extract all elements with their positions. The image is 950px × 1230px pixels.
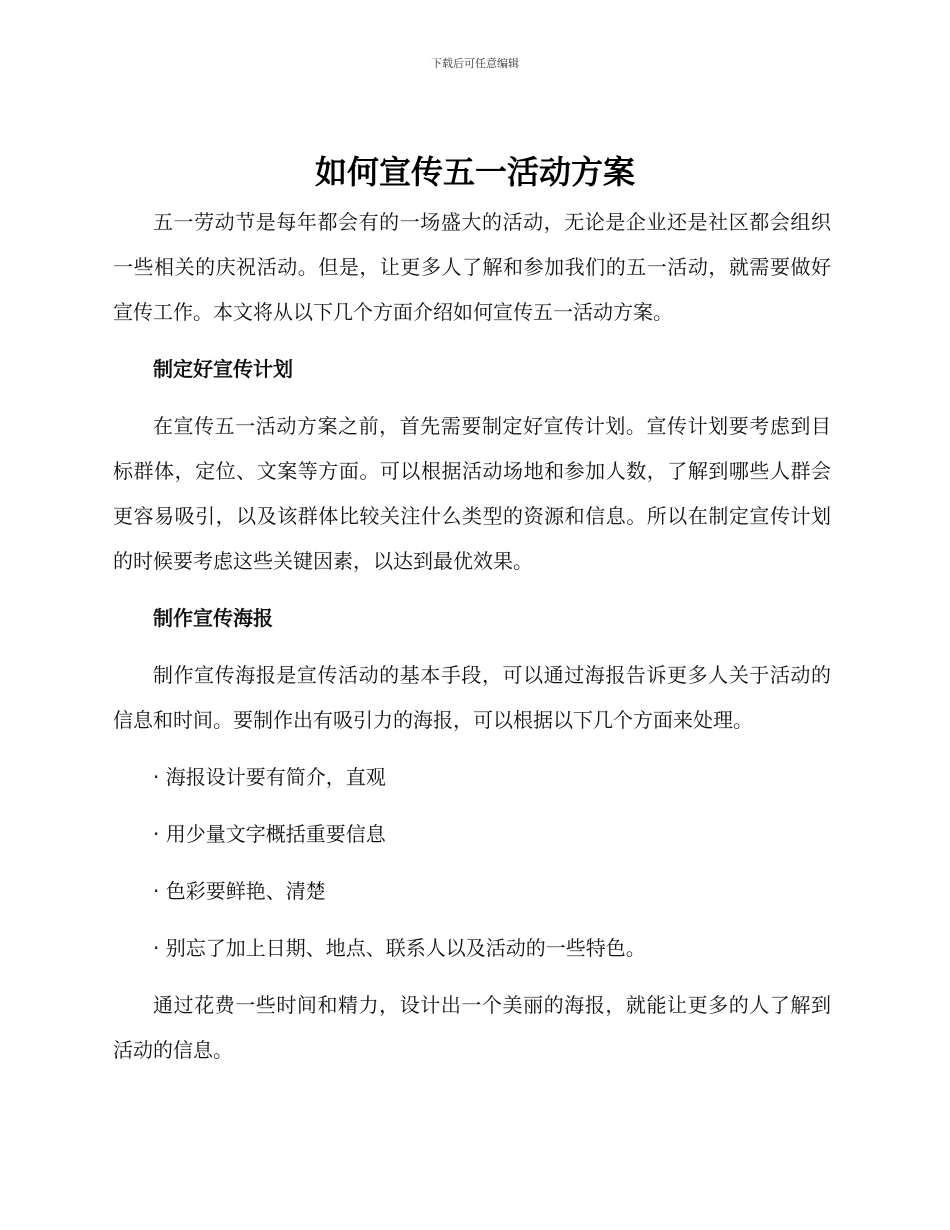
document-body (113, 200, 831, 1073)
bullet-item: · 用少量文字概括重要信息 (153, 822, 386, 846)
intro-paragraph: 五一劳动节是每年都会有的一场盛大的活动，无论是企业还是社区都会组织一些相关的庆祝活动。但是，让更多人了解和参加我们的五一活动，就需要做好宣传工作。本文将从以下几个方面介绍如何宣传五一活动方案。 (113, 210, 831, 324)
bullet-item: · 海报设计要有简介，直观 (153, 765, 386, 789)
bullet-item: · 色彩要鲜艳、清楚 (153, 879, 326, 903)
bullet-item: · 别忘了加上日期、地点、联系人以及活动的一些特色。 (153, 936, 646, 960)
section-heading-poster: 制作宣传海报 (153, 606, 273, 630)
header-note: 下载后可任意编辑 (431, 57, 519, 70)
document-title: 如何宣传五一活动方案 (314, 153, 635, 191)
section-heading-plan: 制定好宣传计划 (153, 357, 293, 381)
closing-paragraph: 通过花费一些时间和精力，设计出一个美丽的海报，就能让更多的人了解到活动的信息。 (113, 993, 831, 1062)
section-paragraph-plan: 在宣传五一活动方案之前，首先需要制定好宣传计划。宣传计划要考虑到目标群体，定位、文案等方面。可以根据活动场地和参加人数，了解到哪些人群会更容易吸引，以及该群体比较关注什么类型的资源和信息。所以在制定宣传计划的时候要考虑这些关键因素，以达到最优效果。 (113, 414, 831, 573)
section-paragraph-poster: 制作宣传海报是宣传活动的基本手段，可以通过海报告诉更多人关于活动的信息和时间。要制作出有吸引力的海报，可以根据以下几个方面来处理。 (113, 663, 831, 732)
